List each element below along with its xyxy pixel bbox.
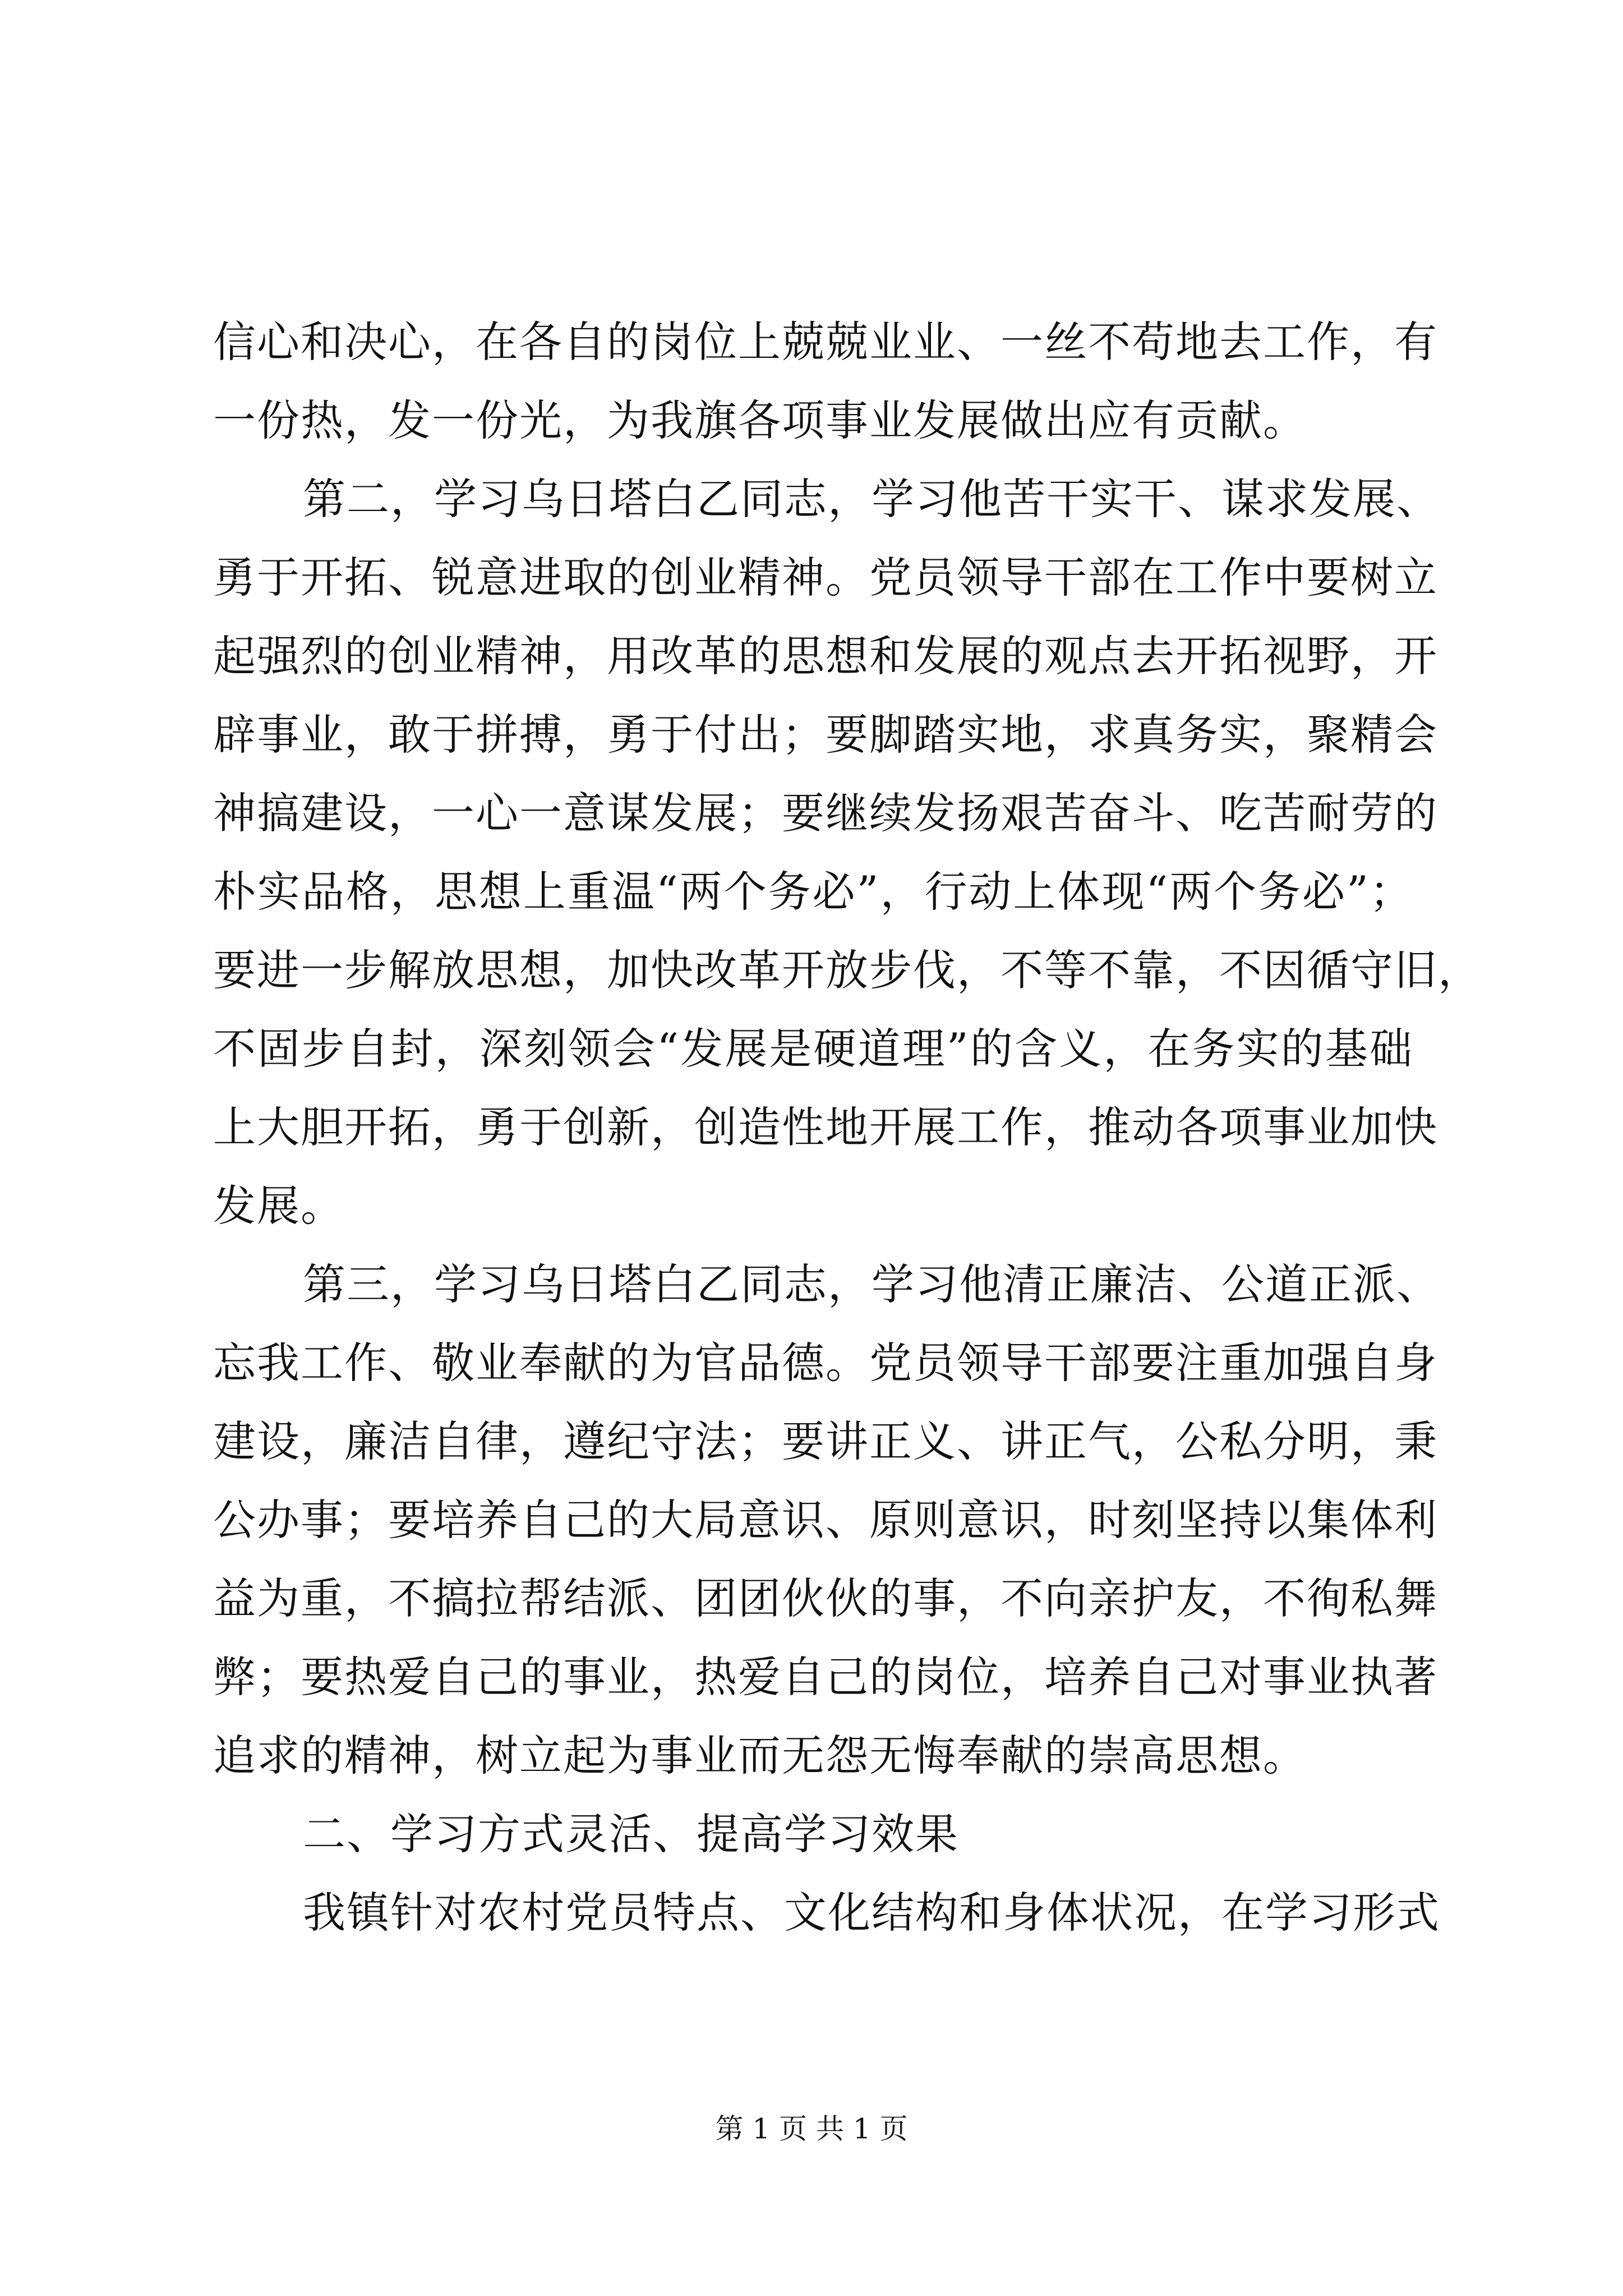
text-line: 上大胆开拓，勇于创新，创造性地开展工作，推动各项事业加快 [213, 1102, 1438, 1152]
page-footer: 第 1 页 共 1 页 [715, 2113, 908, 2145]
text-line: 不固步自封，深刻领会“发展是硬道理”的含义，在务实的基础 [213, 1024, 1413, 1074]
text-line: 追求的精神，树立起为事业而无怨无悔奉献的崇高思想。 [213, 1731, 1307, 1780]
text-line: 一份热，发一份光，为我旗各项事业发展做出应有贡献。 [213, 395, 1307, 445]
text-line: 我镇针对农村党员特点、文化结构和身体状况，在学习形式 [303, 1888, 1440, 1938]
text-line: 二、学习方式灵活、提高学习效果 [303, 1809, 959, 1859]
section-heading [213, 1795, 1413, 1874]
text-line: 勇于开拓、锐意进取的创业精神。党员领导干部在工作中要树立 [213, 553, 1438, 602]
text-line: 神搞建设，一心一意谋发展；要继续发扬艰苦奋斗、吃苦耐劳的 [213, 788, 1438, 838]
text-line: 公办事；要培养自己的大局意识、原则意识，时刻坚持以集体利 [213, 1495, 1438, 1545]
text-line: 辟事业，敢于拼搏，勇于付出；要脚踏实地，求真务实，聚精会 [213, 710, 1438, 760]
text-line: 发展。 [213, 1181, 344, 1231]
text-line: 要进一步解放思想，加快改革开放步伐，不等不靠，不因循守旧， [213, 945, 1482, 995]
text-line: 建设，廉洁自律，遵纪守法；要讲正义、讲正气，公私分明，秉 [213, 1416, 1438, 1466]
document-body [213, 303, 1482, 1952]
text-line: 信心和决心，在各自的岗位上兢兢业业、一丝不苟地去工作，有 [213, 317, 1438, 367]
paragraph [213, 1874, 1440, 1952]
text-line: 忘我工作、敬业奉献的为官品德。党员领导干部要注重加强自身 [213, 1338, 1438, 1388]
text-line: 朴实品格，思想上重温“两个务必”，行动上体现“两个务必”； [213, 867, 1413, 917]
paragraph [213, 460, 1482, 1245]
text-line: 第二，学习乌日塔白乙同志，学习他苦干实干、谋求发展、 [303, 474, 1440, 524]
paragraph [213, 303, 1438, 460]
text-line: 弊；要热爱自己的事业，热爱自己的岗位，培养自己对事业执著 [213, 1652, 1438, 1702]
text-line: 益为重，不搞拉帮结派、团团伙伙的事，不向亲护友，不徇私舞 [213, 1573, 1438, 1623]
paragraph [213, 1245, 1440, 1795]
text-line: 第三，学习乌日塔白乙同志，学习他清正廉洁、公道正派、 [303, 1259, 1440, 1309]
text-line: 起强烈的创业精神，用改革的思想和发展的观点去开拓视野，开 [213, 631, 1438, 681]
